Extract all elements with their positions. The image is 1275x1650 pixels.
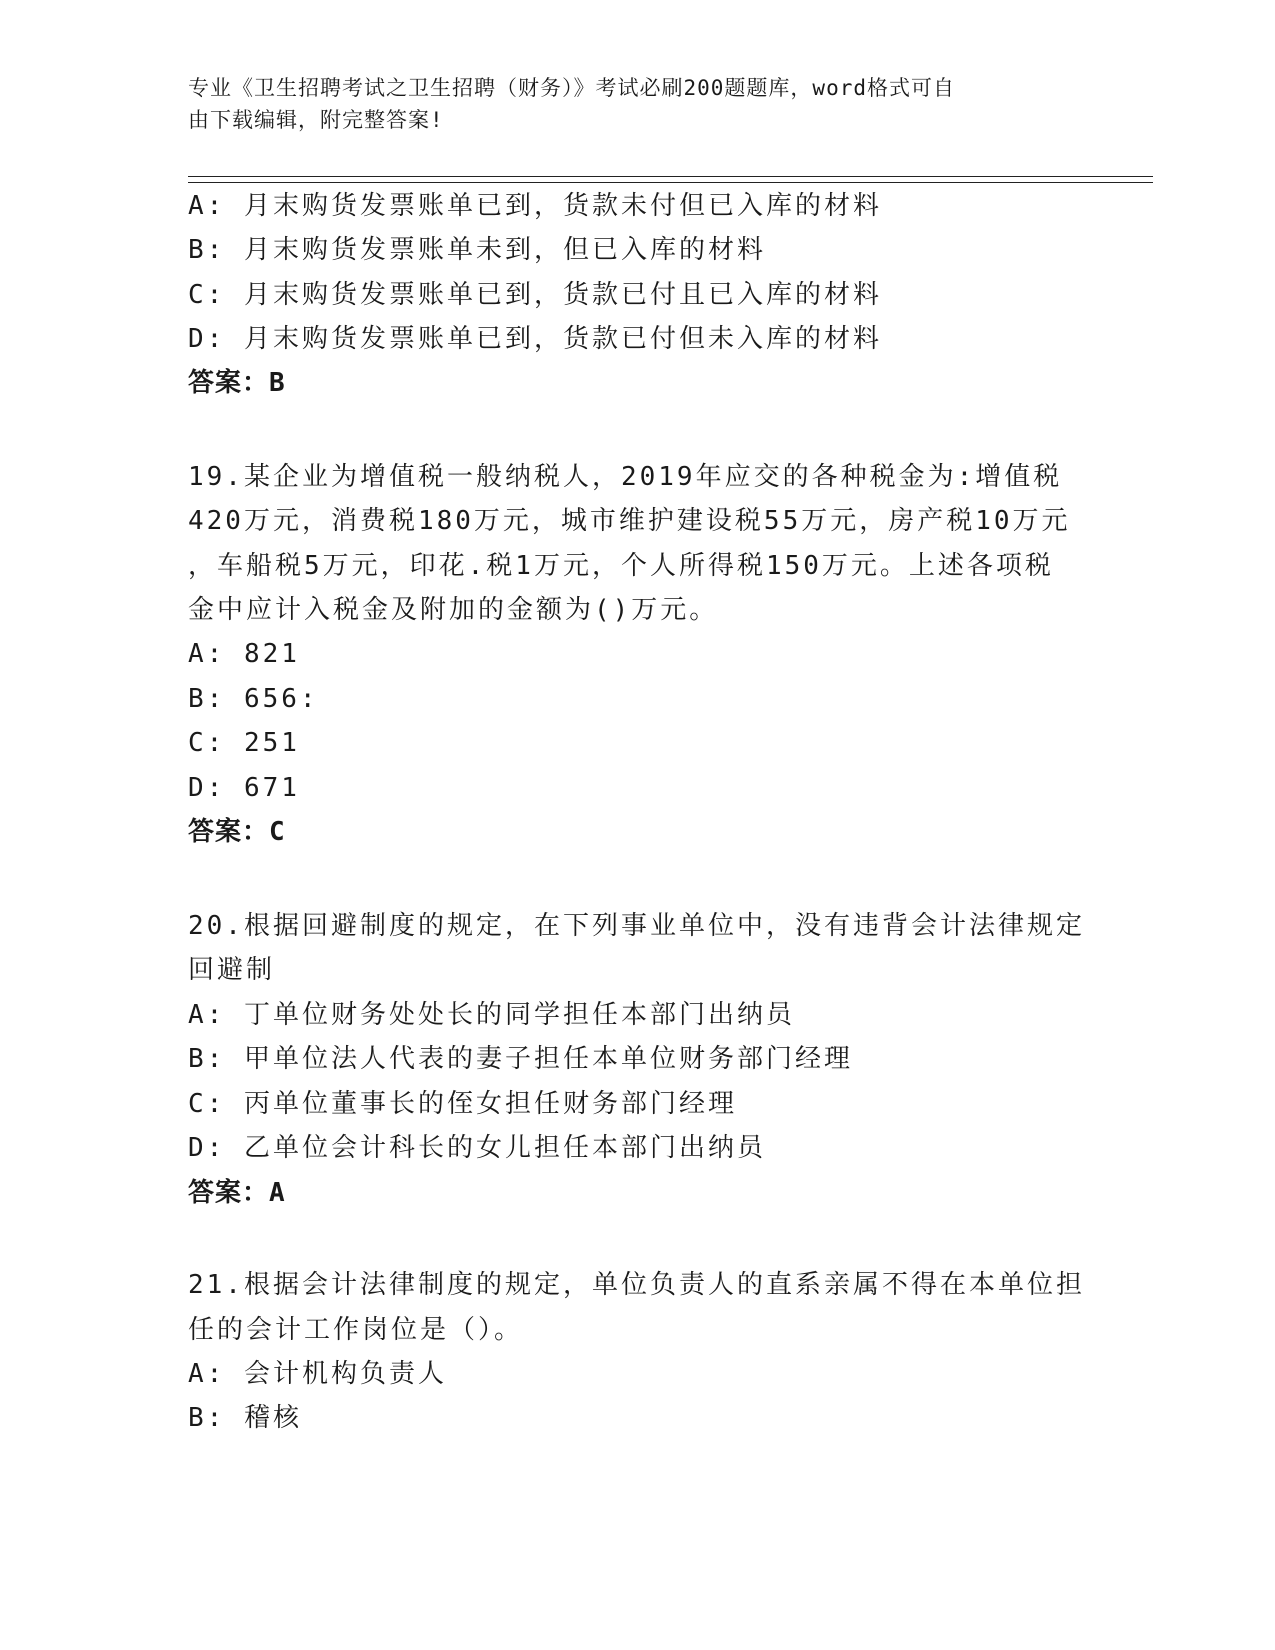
q18-option-d: D: 月末购货发票账单已到，货款已付但未入库的材料	[188, 324, 882, 354]
q20-stem-line-1: 20.根据回避制度的规定，在下列事业单位中，没有违背会计法律规定	[188, 911, 1085, 941]
q20-stem-line-2: 回避制	[188, 955, 276, 985]
q20-option-a: A: 丁单位财务处处长的同学担任本部门出纳员	[188, 1000, 795, 1030]
q20-answer: 答案：A	[188, 1178, 286, 1208]
q20-option-c: C: 丙单位董事长的侄女担任财务部门经理	[188, 1089, 737, 1119]
q21-option-b: B: 稽核	[188, 1403, 302, 1433]
q18-option-c: C: 月末购货发票账单已到，货款已付且已入库的材料	[188, 280, 882, 310]
q21-stem-line-2: 任的会计工作岗位是（）。	[188, 1315, 524, 1345]
q19-stem-line-3: ，车船税5万元，印花.税1万元，个人所得税150万元。上述各项税	[188, 551, 1054, 581]
header-line-2: 由下载编辑，附完整答案!	[188, 108, 444, 132]
q20-option-b: B: 甲单位法人代表的妻子担任本单位财务部门经理	[188, 1044, 853, 1074]
q19-option-c: C: 251	[188, 728, 300, 758]
q19-option-d: D: 671	[188, 773, 300, 803]
header-line-1: 专业《卫生招聘考试之卫生招聘（财务）》考试必刷200题题库，word格式可自	[188, 76, 955, 100]
q19-option-b: B: 656:	[188, 684, 319, 714]
q20-option-d: D: 乙单位会计科长的女儿担任本部门出纳员	[188, 1133, 766, 1163]
q19-stem-line-2: 420万元，消费税180万元，城市维护建设税55万元，房产税10万元	[188, 506, 1071, 536]
q18-option-a: A: 月末购货发票账单已到，货款未付但已入库的材料	[188, 191, 882, 221]
document-header	[188, 72, 1088, 136]
q18-answer: 答案：B	[188, 368, 286, 398]
q18-option-b: B: 月末购货发票账单未到，但已入库的材料	[188, 235, 766, 265]
q19-option-a: A: 821	[188, 639, 300, 669]
q19-stem-line-1: 19.某企业为增值税一般纳税人，2019年应交的各种税金为:增值税	[188, 462, 1063, 492]
header-divider-top	[188, 176, 1153, 177]
q19-stem-line-4: 金中应计入税金及附加的金额为()万元。	[188, 595, 719, 625]
q21-stem-line-1: 21.根据会计法律制度的规定，单位负责人的直系亲属不得在本单位担	[188, 1270, 1085, 1300]
q21-option-a: A: 会计机构负责人	[188, 1359, 447, 1389]
header-divider-bottom	[188, 182, 1153, 183]
q19-answer: 答案：C	[188, 817, 286, 847]
